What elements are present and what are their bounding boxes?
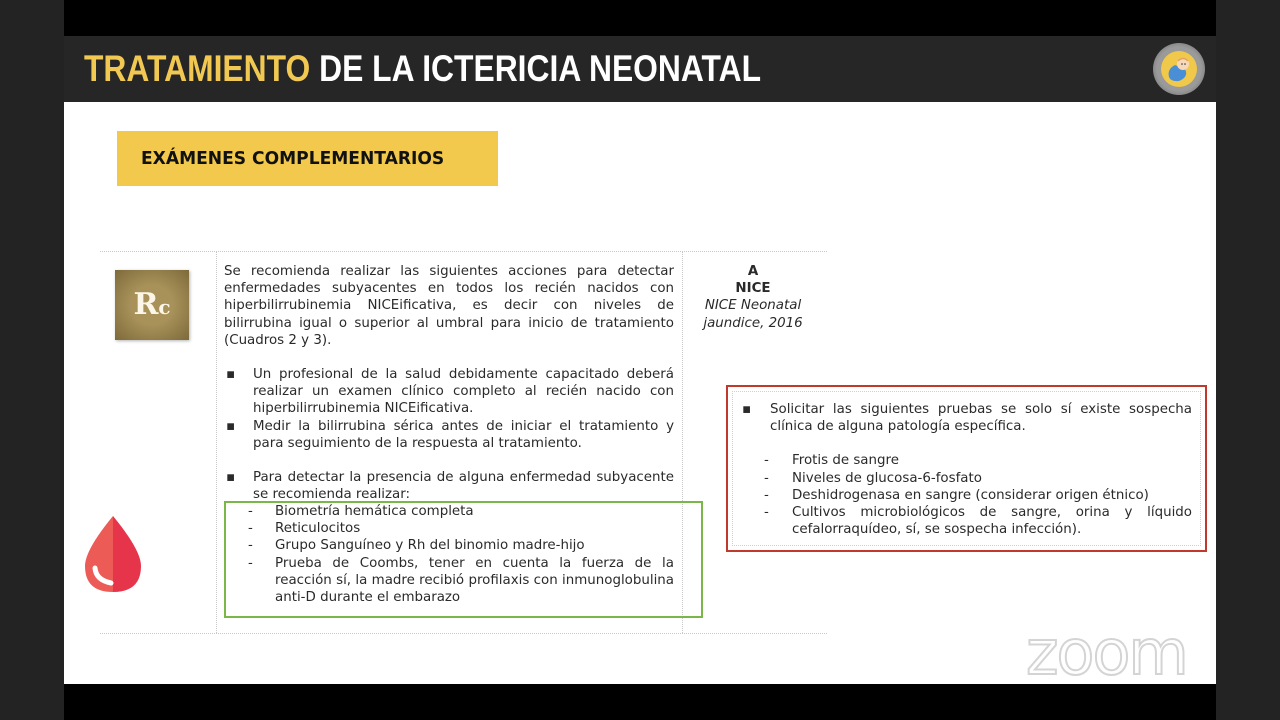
dash-marker: - bbox=[248, 521, 253, 537]
badge-sub-letter: c bbox=[158, 295, 171, 319]
shared-slide bbox=[64, 36, 1216, 684]
callout-bullet-text: Solicitar las siguientes pruebas se solo sí existe sospecha clínica de alguna patología específica. bbox=[770, 402, 1192, 435]
tests-highlight-box bbox=[224, 501, 703, 618]
dash-marker: - bbox=[248, 504, 253, 519]
callout-item bbox=[740, 452, 1192, 469]
section-heading-box bbox=[117, 131, 498, 186]
dash-marker: - bbox=[764, 487, 769, 503]
callout-items bbox=[740, 452, 1192, 538]
test-text: Grupo Sanguíneo y Rh del binomio madre-hijo bbox=[275, 538, 585, 554]
table-col-divider-1 bbox=[216, 251, 217, 633]
callout-item-text: Niveles de glucosa-6-fosfato bbox=[792, 470, 982, 486]
baby-logo-icon bbox=[1153, 43, 1205, 95]
video-letterbox-bottom bbox=[64, 684, 1216, 720]
section-title: EXÁMENES COMPLEMENTARIOS bbox=[141, 148, 445, 169]
dash-marker: - bbox=[764, 505, 769, 521]
table-bottom-border bbox=[100, 633, 827, 634]
blood-drop-icon bbox=[82, 514, 144, 594]
bullet-item bbox=[224, 366, 674, 418]
callout-content bbox=[740, 401, 1192, 538]
recommendation-badge-icon bbox=[115, 270, 189, 340]
callout-item bbox=[740, 470, 1192, 487]
recommendation-bullets bbox=[224, 366, 674, 503]
zoom-watermark: zoom bbox=[1026, 616, 1187, 684]
table-top-border bbox=[100, 251, 827, 252]
slide-title bbox=[84, 46, 761, 92]
test-text: Biometría hemática completa bbox=[275, 504, 474, 519]
slide-header bbox=[64, 36, 1216, 102]
bullet-marker: ▪ bbox=[226, 367, 236, 382]
badge-main-letter: R bbox=[133, 287, 159, 322]
grade-source: NICE bbox=[735, 281, 771, 297]
title-highlight: TRATAMIENTO bbox=[84, 48, 311, 89]
grade-reference-line2: jaundice, 2016 bbox=[703, 315, 803, 331]
title-rest: DE LA ICTERICIA NEONATAL bbox=[310, 48, 762, 89]
dash-marker: - bbox=[248, 538, 253, 554]
bullet-marker: ▪ bbox=[226, 418, 236, 434]
bullet-text: Un profesional de la salud debidamente capacitado deberá realizar un examen clínico completo al recién nacido con hiperbilirrubinemia NICEificativa. bbox=[253, 367, 674, 417]
bullet-text: Medir la bilirrubina sérica antes de iniciar el tratamiento y para seguimiento de la respuesta al tratamiento. bbox=[253, 418, 674, 451]
grade-level: A bbox=[747, 264, 759, 279]
callout-item-text: Deshidrogenasa en sangre (considerar origen étnico) bbox=[792, 487, 1149, 503]
callout-item bbox=[740, 487, 1192, 504]
video-letterbox-top bbox=[64, 0, 1216, 36]
dash-marker: - bbox=[764, 470, 769, 486]
callout-item bbox=[740, 504, 1192, 538]
callout-item-text: Frotis de sangre bbox=[792, 453, 899, 469]
dash-marker: - bbox=[764, 453, 769, 469]
bullet-text: Para detectar la presencia de alguna enfermedad subyacente se recomienda realizar: bbox=[253, 470, 674, 503]
grade-reference-line1: NICE Neonatal bbox=[704, 298, 802, 314]
dash-marker: - bbox=[248, 555, 253, 571]
test-text: Prueba de Coombs, tener en cuenta la fuerza de la reacción sí, la madre recibió profilaxis con inmunoglobulina anti-D durante el embarazo bbox=[275, 555, 674, 606]
bullet-item bbox=[224, 469, 674, 503]
bullet-marker: ▪ bbox=[226, 470, 236, 486]
bullet-marker: ▪ bbox=[742, 402, 752, 417]
callout-bullet bbox=[740, 401, 1192, 435]
test-text: Reticulocitos bbox=[275, 521, 361, 537]
recommendation-intro: Se recomienda realizar las siguientes acciones para detectar enfermedades subyacentes en todos los recién nacidos con hiperbilirrubinemia NICEificativa, es decir con niveles de bilirrubina igual o superior al umbral para inicio de tratamiento (Cuadros 2 y 3). bbox=[224, 264, 674, 348]
conditional-tests-callout bbox=[726, 385, 1207, 552]
evidence-grade bbox=[688, 263, 818, 332]
callout-item-text: Cultivos microbiológicos de sangre, orina y líquido cefalorraquídeo, sí, se sospecha infección). bbox=[792, 505, 1192, 538]
bullet-item bbox=[224, 418, 674, 452]
